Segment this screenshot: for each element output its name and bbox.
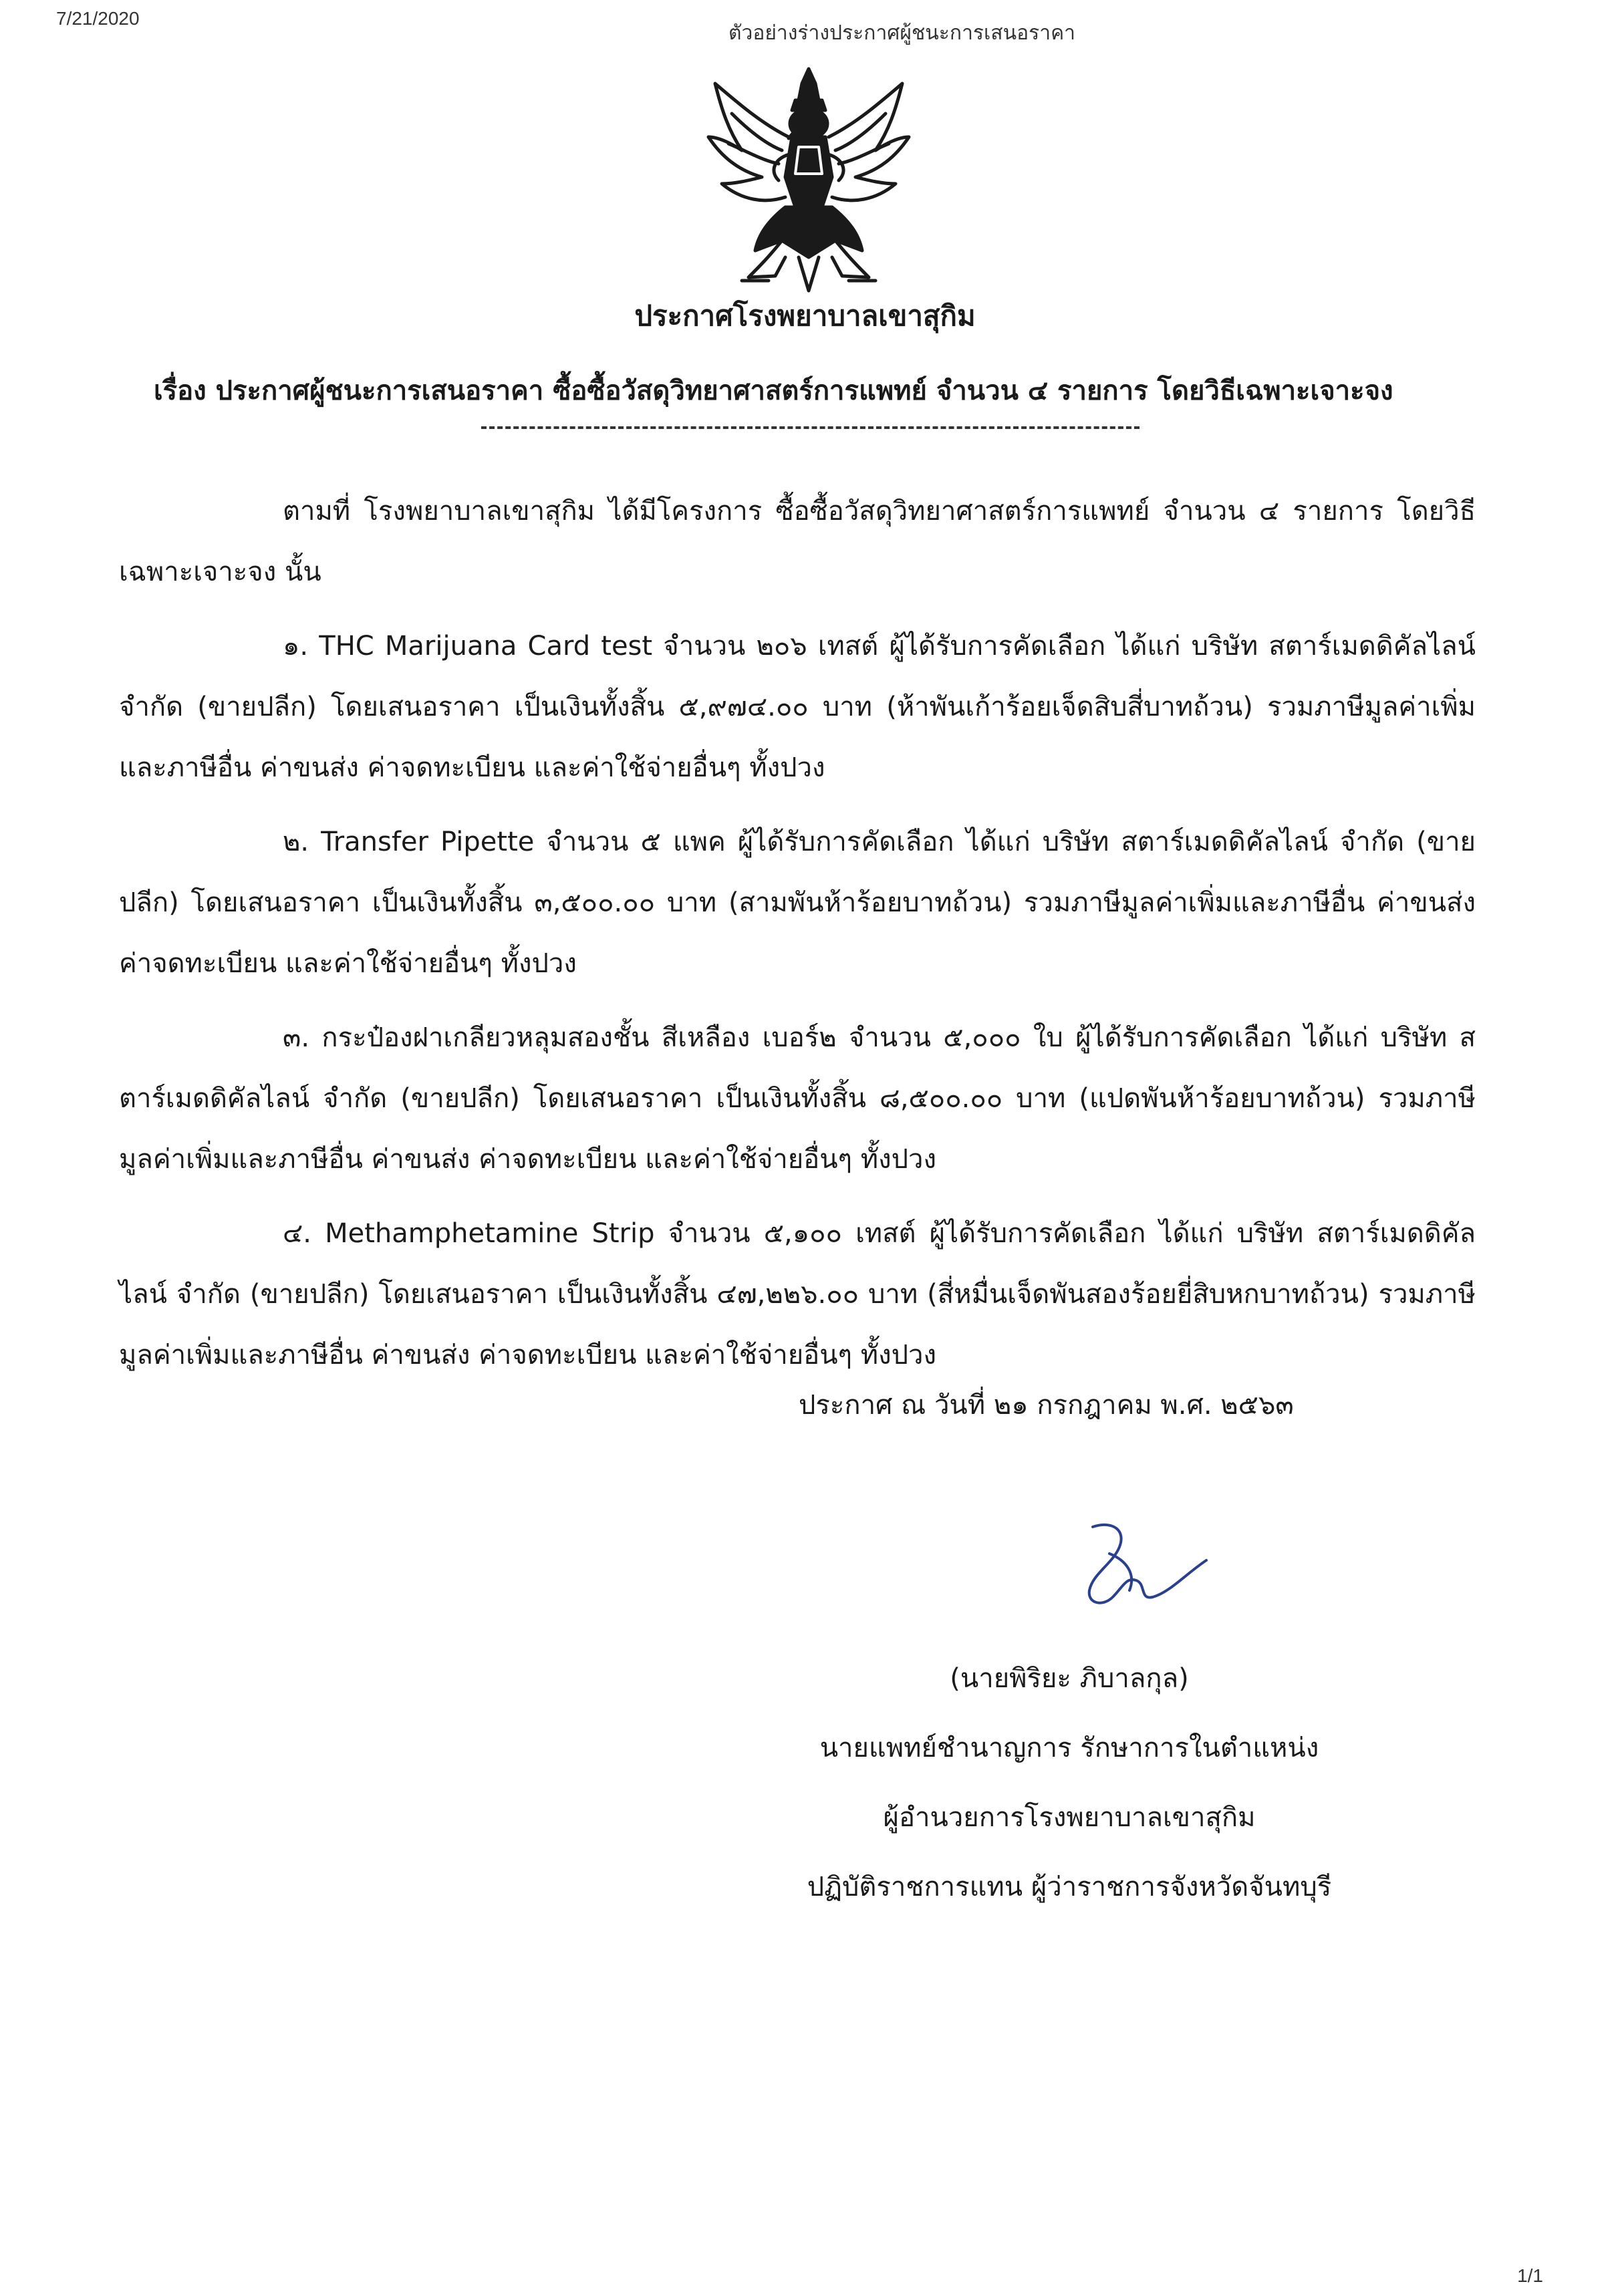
signatory-name: (นายพิริยะ ภิบาลกุล) — [950, 1663, 1189, 1694]
announcement-subject: เรื่อง ประกาศผู้ชนะการเสนอราคา ซื้อซื้อวัสดุวิทยาศาสตร์การแพทย์ จำนวน ๔ รายการ โดยวิธีเฉพาะเจาะจง — [154, 376, 1393, 406]
item-paragraph-3: ๓. กระป๋องฝาเกลียวหลุมสองชั้น สีเหลือง เบอร์๒ จำนวน ๕,๐๐๐ ใบ ผู้ได้รับการคัดเลือก ได้แก่ บริษัท สตาร์เมดดิคัลไลน์ จำกัด (ขายปลีก) โดยเสนอราคา เป็นเงินทั้งสิ้น ๘,๕๐๐.๐๐ บาท (แปดพันห้าร้อยบาทถ้วน) รวมภาษีมูลค่าเพิ่มและภาษีอื่น ค่าขนส่ง ค่าจดทะเบียน และค่าใช้จ่ายอื่นๆ ทั้งปวง — [119, 1022, 1476, 1175]
separator-line — [481, 426, 1139, 429]
item-paragraph-4: ๔. Methamphetamine Strip จำนวน ๕,๑๐๐ เทสต์ ผู้ได้รับการคัดเลือก ได้แก่ บริษัท สตาร์เมดดิคัลไลน์ จำกัด (ขายปลีก) โดยเสนอราคา เป็นเงินทั้งสิ้น ๔๗,๒๒๖.๐๐ บาท (สี่หมื่นเจ็ดพันสองร้อยยี่สิบหกบาทถ้วน) รวมภาษีมูลค่าเพิ่มและภาษีอื่น ค่าขนส่ง ค่าจดทะเบียน และค่าใช้จ่ายอื่นๆ ทั้งปวง — [119, 1218, 1476, 1371]
signatory-position-3: ปฏิบัติราชการแทน ผู้ว่าราชการจังหวัดจันทบุรี — [807, 1872, 1332, 1902]
intro-paragraph: ตามที่ โรงพยาบาลเขาสุกิม ได้มีโครงการ ซื้อซื้อวัสดุวิทยาศาสตร์การแพทย์ จำนวน ๔ รายการ โดยวิธีเฉพาะเจาะจง นั้น — [119, 496, 1476, 587]
print-date: 7/21/2020 — [56, 8, 140, 29]
handwritten-signature — [1073, 1514, 1220, 1620]
garuda-emblem-icon — [702, 63, 916, 297]
signatory-block — [802, 1644, 1337, 1922]
signatory-position-1: นายแพทย์ชำนาญการ รักษาการในตำแหน่ง — [819, 1733, 1319, 1763]
signatory-position-2: ผู้อำนวยการโรงพยาบาลเขาสุกิม — [883, 1802, 1256, 1833]
announcement-title: ประกาศโรงพยาบาลเขาสุกิม — [634, 299, 976, 332]
announcement-body — [119, 481, 1476, 1399]
item-paragraph-2: ๒. Transfer Pipette จำนวน ๕ แพค ผู้ได้รับการคัดเลือก ได้แก่ บริษัท สตาร์เมดดิคัลไลน์ จำกัด (ขายปลีก) โดยเสนอราคา เป็นเงินทั้งสิ้น ๓,๕๐๐.๐๐ บาท (สามพันห้าร้อยบาทถ้วน) รวมภาษีมูลค่าเพิ่มและภาษีอื่น ค่าขนส่ง ค่าจดทะเบียน และค่าใช้จ่ายอื่นๆ ทั้งปวง — [119, 827, 1476, 979]
item-paragraph-1: ๑. THC Marijuana Card test จำนวน ๒๐๖ เทสต์ ผู้ได้รับการคัดเลือก ได้แก่ บริษัท สตาร์เมดดิคัลไลน์ จำกัด (ขายปลีก) โดยเสนอราคา เป็นเงินทั้งสิ้น ๕,๙๗๔.๐๐ บาท (ห้าพันเก้าร้อยเจ็ดสิบสี่บาทถ้วน) รวมภาษีมูลค่าเพิ่มและภาษีอื่น ค่าขนส่ง ค่าจดทะเบียน และค่าใช้จ่ายอื่นๆ ทั้งปวง — [119, 631, 1476, 783]
announcement-date: ประกาศ ณ วันที่ ๒๑ กรกฎาคม พ.ศ. ๒๕๖๓ — [799, 1390, 1294, 1421]
document-caption: ตัวอย่างร่างประกาศผู้ชนะการเสนอราคา — [728, 21, 1075, 45]
page-number: 1/1 — [1517, 2265, 1543, 2286]
